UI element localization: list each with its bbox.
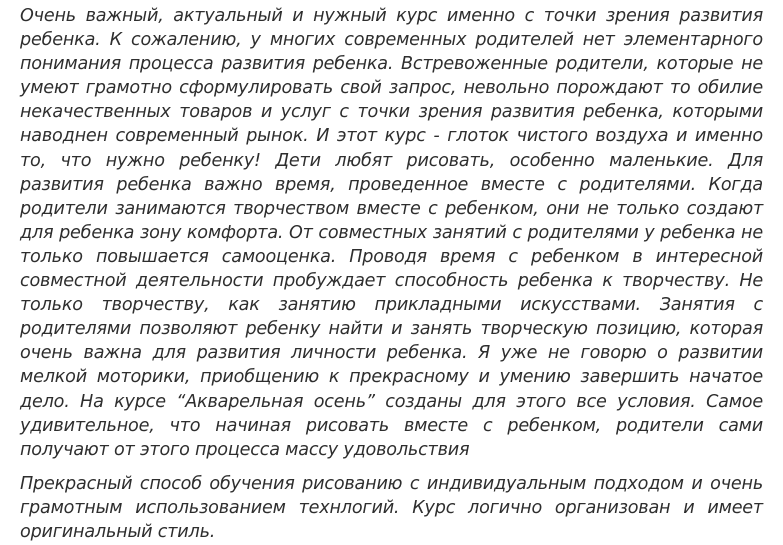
review-paragraph-1: Очень важный, актуальный и нужный курс именно с точки зрения развития ребенка. К сожалению, у многих современных родителей нет элементарного понимания процесса развития ребенка. Встревоженные родители, которые не умеют грамотно сформулировать свой запрос, невольно порождают то обилие некачественных товаров и услуг с точки зрения развития ребенка, которыми наводнен современный рынок. И этот курс - глоток чистого воздуха и именно то, что нужно ребенку! Дети любят рисовать, особенно маленькие. Для развития ребенка важно время, проведенное вместе с родителями. Когда родители занимаются творчеством вместе с ребенком, они не только создают для ребенка зону комфорта. От совместных занятий с родителями у ребенка не только повышается самооценка. Проводя время с ребенком в интересной совместной деятельности пробуждает способность ребенка к творчеству. Не только творчеству, как занятию прикладными искусствами. Занятия с родителями позволяют ребенку найти и занять творческую позицию, которая очень важна для развития личности ребенка. Я уже не говорю о развитии мелкой моторики, приобщению к прекрасному и умению завершить начатое дело. На курсе “Акварельная осень” созданы для этого все условия. Самое удивительное, что начиная рисовать вместе с ребенком, родители сами получают от этого процесса массу удовольствия — [20, 6, 763, 460]
review-paragraph-2: Прекрасный способ обучения рисованию с индивидуальным подходом и очень грамотным использованием технлогий. Курс логично организован и имеет оригинальный стиль. — [20, 473, 763, 542]
